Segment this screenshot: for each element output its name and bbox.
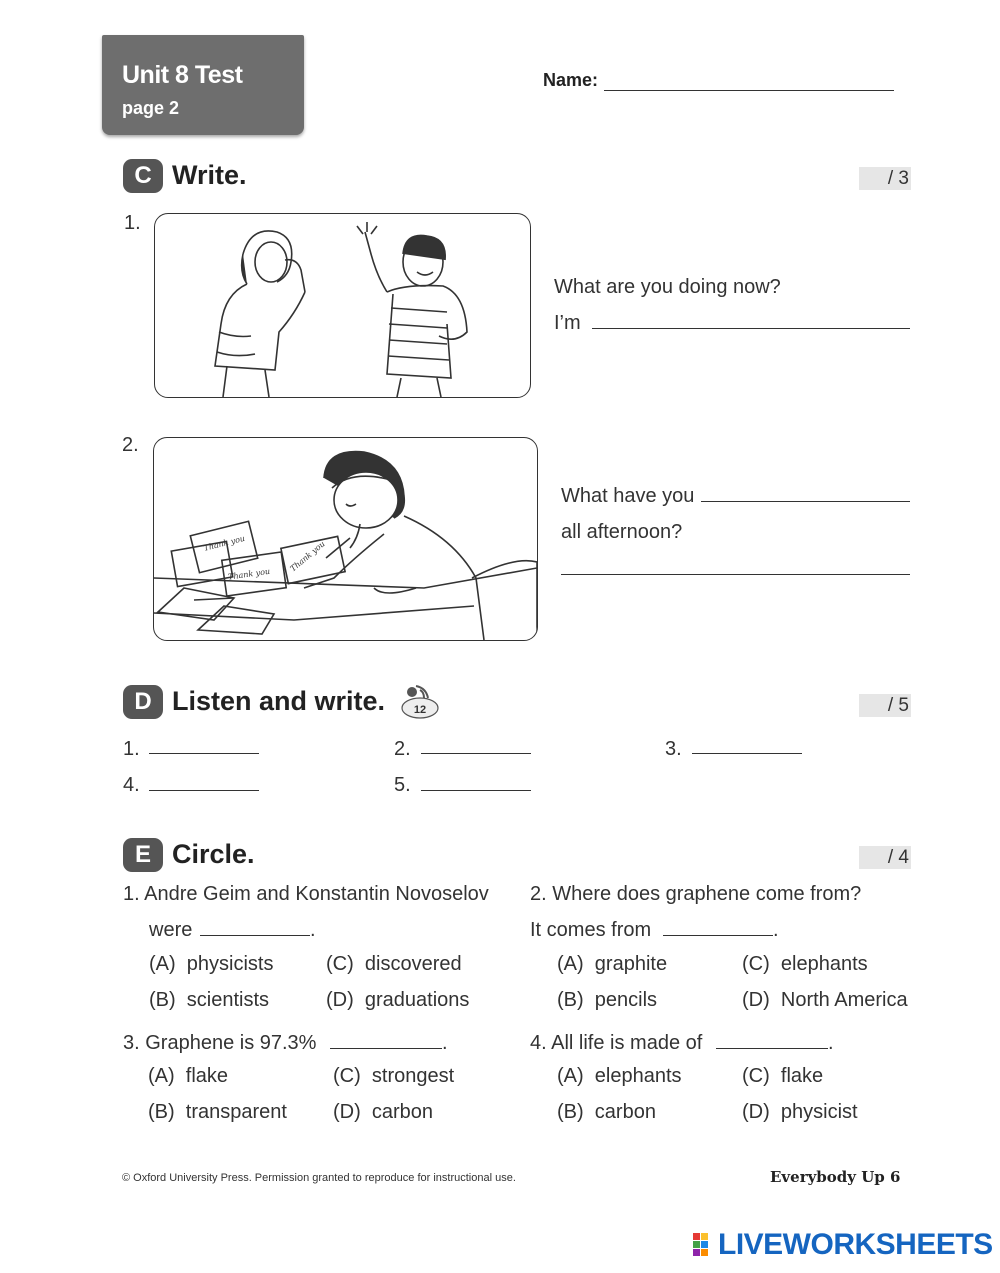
card-text-2: Thank you: [227, 566, 271, 582]
name-field[interactable]: [604, 90, 894, 91]
audio-track-number: 12: [413, 704, 427, 716]
e-q2-option-d[interactable]: [742, 989, 908, 1012]
book-title: Everybody Up 6: [770, 1168, 901, 1186]
c-q2-answer-field-1[interactable]: [701, 501, 910, 502]
e-q1-option-a[interactable]: [149, 953, 274, 976]
e-q4-option-b[interactable]: [557, 1101, 656, 1124]
e-q3-option-c[interactable]: [333, 1065, 454, 1088]
option-letter: (D): [326, 989, 354, 1011]
e-q3-blank[interactable]: [330, 1048, 442, 1049]
c-q2-question-end: all afternoon?: [561, 521, 683, 543]
e-q4-option-c[interactable]: [742, 1065, 823, 1088]
e-q2-option-c[interactable]: [742, 953, 868, 976]
e-q4-blank[interactable]: [716, 1048, 828, 1049]
e-q1-blank[interactable]: [200, 935, 310, 936]
liveworksheets-brand[interactable]: LIVEWORKSHEETS: [718, 1228, 993, 1261]
e-q1-option-d[interactable]: [326, 989, 469, 1012]
option-letter: (D): [333, 1101, 361, 1123]
c-q2-illustration: [153, 437, 538, 641]
option-text: North America: [780, 989, 908, 1011]
c-q2-question-start: What have you: [561, 485, 695, 507]
d-item-1-field[interactable]: [149, 753, 259, 754]
e-q2-blank[interactable]: [663, 935, 773, 936]
e-q2-option-b[interactable]: [557, 989, 657, 1012]
e-q4-stem-post: .: [828, 1032, 834, 1054]
option-text: flake: [185, 1065, 229, 1087]
option-letter: (C): [742, 953, 770, 975]
section-e-badge: E: [123, 838, 163, 872]
c-q1-illustration: [154, 213, 531, 398]
option-letter: (C): [742, 1065, 770, 1087]
option-text: graphite: [594, 953, 668, 975]
unit-page: page 2: [122, 98, 180, 118]
e-q3-option-b[interactable]: [148, 1101, 287, 1124]
d-item-3-number: 3.: [665, 738, 682, 760]
e-q3-option-a[interactable]: [148, 1065, 228, 1088]
e-q2-stem-post: .: [773, 919, 779, 941]
e-q1-stem: 1. Andre Geim and Konstantin Novoselov: [123, 883, 489, 905]
option-text: carbon: [594, 1101, 656, 1123]
option-letter: (B): [557, 989, 584, 1011]
c-q1-answer-field[interactable]: [592, 328, 910, 329]
e-q1-option-b[interactable]: [149, 989, 269, 1012]
option-letter: (A): [149, 953, 176, 975]
section-e-score: / 4: [859, 846, 911, 869]
section-c-score: / 3: [859, 167, 911, 190]
section-c-title: Write.: [172, 160, 247, 190]
e-q1-stem-post: .: [310, 919, 316, 941]
option-letter: (B): [148, 1101, 175, 1123]
e-q4-option-d[interactable]: [742, 1101, 858, 1124]
option-letter: (B): [149, 989, 176, 1011]
option-text: physicists: [186, 953, 274, 975]
e-q2-stem-pre: It comes from: [530, 919, 652, 941]
section-d-score: / 5: [859, 694, 911, 717]
unit-tab: [102, 35, 304, 135]
option-letter: (D): [742, 989, 770, 1011]
copyright-notice: © Oxford University Press. Permission granted to reproduce for instructional use.: [122, 1172, 516, 1184]
option-text: carbon: [371, 1101, 434, 1123]
option-letter: (A): [557, 1065, 584, 1087]
option-text: graduations: [364, 989, 470, 1011]
c-q1-number: 1.: [124, 212, 141, 234]
e-q3-option-d[interactable]: [333, 1101, 433, 1124]
d-item-5-field[interactable]: [421, 790, 531, 791]
option-letter: (A): [557, 953, 584, 975]
option-letter: (C): [326, 953, 354, 975]
option-text: elephants: [780, 953, 868, 975]
option-letter: (C): [333, 1065, 361, 1087]
option-text: scientists: [186, 989, 270, 1011]
e-q1-stem-pre: were: [149, 919, 193, 941]
d-item-4-number: 4.: [123, 774, 140, 796]
option-text: transparent: [185, 1101, 287, 1123]
option-text: pencils: [594, 989, 658, 1011]
section-c-badge: C: [123, 159, 163, 193]
d-item-3-field[interactable]: [692, 753, 802, 754]
boy-writing-cards-image: [154, 438, 537, 640]
unit-title: Unit 8 Test: [122, 61, 243, 89]
d-item-5-number: 5.: [394, 774, 411, 796]
option-letter: (D): [742, 1101, 770, 1123]
audio-track-icon[interactable]: [398, 680, 442, 720]
d-item-2-field[interactable]: [421, 753, 531, 754]
d-item-1-number: 1.: [123, 738, 140, 760]
e-q4-option-a[interactable]: [557, 1065, 682, 1088]
option-letter: (A): [148, 1065, 175, 1087]
c-q2-answer-field-2[interactable]: [561, 574, 910, 575]
option-letter: (B): [557, 1101, 584, 1123]
option-text: elephants: [594, 1065, 682, 1087]
option-text: physicist: [780, 1101, 858, 1123]
name-label: Name:: [543, 70, 599, 90]
e-q2-stem: 2. Where does graphene come from?: [530, 883, 862, 905]
section-e-title: Circle.: [172, 839, 255, 869]
e-q3-stem-post: .: [442, 1032, 448, 1054]
c-q2-number: 2.: [122, 434, 139, 456]
option-text: discovered: [364, 953, 462, 975]
c-q1-answer-prefix: I’m: [554, 312, 581, 334]
e-q4-stem-pre: 4. All life is made of: [530, 1032, 703, 1054]
e-q3-stem-pre: 3. Graphene is 97.3%: [123, 1032, 317, 1054]
option-text: strongest: [371, 1065, 455, 1087]
option-text: flake: [780, 1065, 824, 1087]
d-item-4-field[interactable]: [149, 790, 259, 791]
section-d-badge: D: [123, 685, 163, 719]
c-q1-question: What are you doing now?: [554, 276, 781, 298]
d-item-2-number: 2.: [394, 738, 411, 760]
girl-boy-talking-image: [155, 214, 530, 397]
section-d-title: Listen and write.: [172, 686, 386, 716]
liveworksheets-logo-icon: [693, 1233, 717, 1262]
card-text-3: Thank you: [288, 539, 327, 574]
card-text-1: Thank you: [202, 533, 246, 553]
e-q2-option-a[interactable]: [557, 953, 667, 976]
e-q1-option-c[interactable]: [326, 953, 462, 976]
